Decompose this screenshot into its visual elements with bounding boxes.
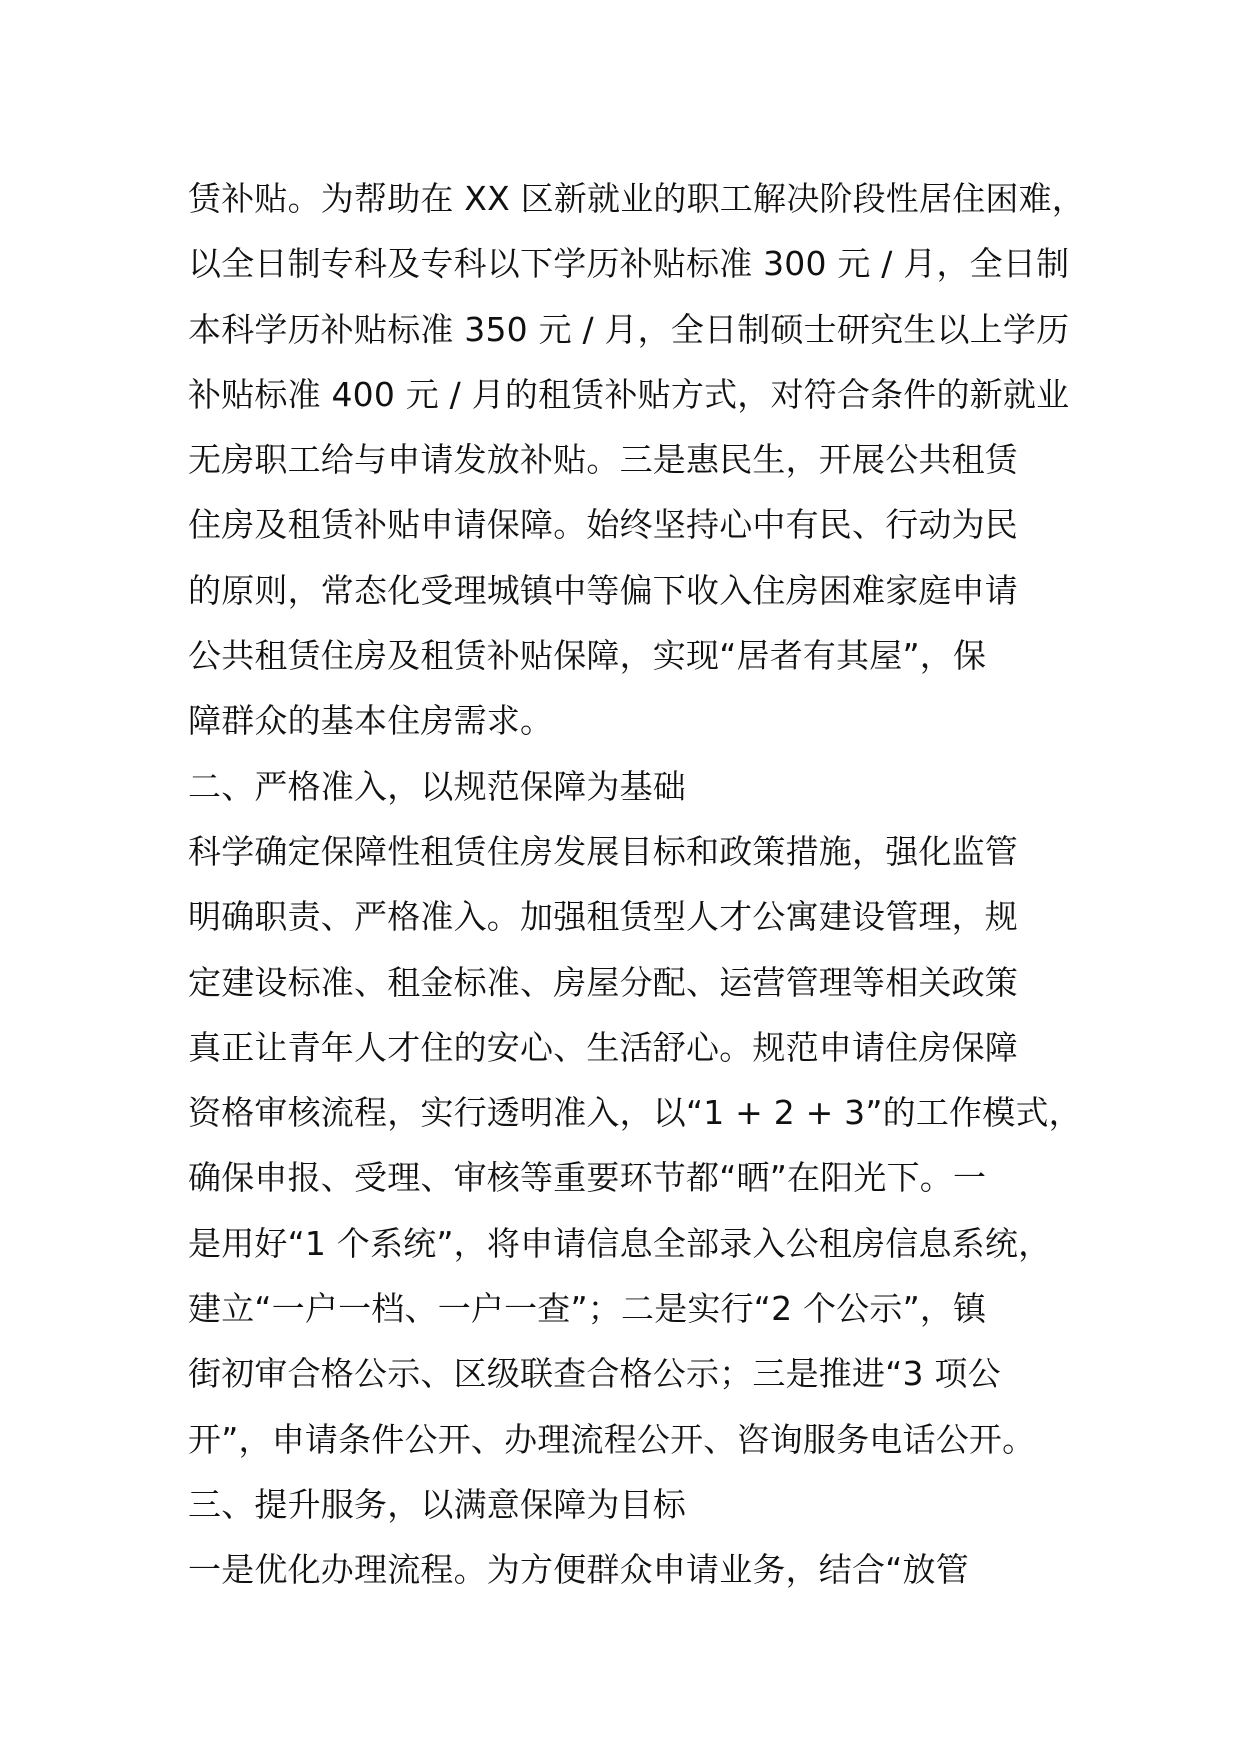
text-line-20: 开”，申请条件公开、办理流程公开、咨询服务电话公开。 — [188, 1419, 1036, 1459]
text-line-7: 的原则，常态化受理城镇中等偏下收入住房困难家庭申请 — [188, 570, 1018, 610]
section-heading-3: 三、提升服务，以满意保障为目标 — [188, 1484, 686, 1524]
text-line-16: 确保申报、受理、审核等重要环节都“晒”在阳光下。一 — [188, 1158, 987, 1198]
text-line-18: 建立“一户一档、一户一查”；二是实行“2 个公示”，镇 — [188, 1289, 987, 1329]
text-line-14: 真正让青年人才住的安心、生活舒心。规范申请住房保障 — [188, 1027, 1018, 1067]
document-body — [188, 166, 1088, 1603]
text-line-15: 资格审核流程，实行透明准入，以“1 + 2 + 3”的工作模式， — [188, 1093, 1082, 1133]
text-line-8: 公共租赁住房及租赁补贴保障，实现“居者有其屋”，保 — [188, 636, 987, 676]
text-line-17: 是用好“1 个系统”，将申请信息全部录入公租房信息系统， — [188, 1223, 1052, 1263]
text-line-2: 以全日制专科及专科以下学历补贴标准 300 元 / 月，全日制 — [188, 244, 1070, 284]
section-heading-2: 二、严格准入，以规范保障为基础 — [188, 766, 686, 806]
text-line-1: 赁补贴。为帮助在 XX 区新就业的职工解决阶段性居住困难， — [188, 179, 1085, 218]
text-line-6: 住房及租赁补贴申请保障。始终坚持心中有民、行动为民 — [188, 505, 1018, 545]
text-line-11: 科学确定保障性租赁住房发展目标和政策措施，强化监管 — [188, 831, 1018, 871]
text-line-12: 明确职责、严格准入。加强租赁型人才公寓建设管理，规 — [188, 897, 1018, 937]
text-line-13: 定建设标准、租金标准、房屋分配、运营管理等相关政策 — [188, 962, 1018, 1002]
text-line-4: 补贴标准 400 元 / 月的租赁补贴方式，对符合条件的新就业 — [188, 374, 1070, 414]
text-line-5: 无房职工给与申请发放补贴。三是惠民生，开展公共租赁 — [188, 440, 1018, 480]
text-line-3: 本科学历补贴标准 350 元 / 月，全日制硕士研究生以上学历 — [188, 309, 1070, 349]
text-line-22: 一是优化办理流程。为方便群众申请业务，结合“放管 — [188, 1550, 969, 1590]
text-line-19: 街初审合格公示、区级联查合格公示；三是推进“3 项公 — [188, 1354, 1001, 1394]
text-line-9: 障群众的基本住房需求。 — [188, 701, 554, 741]
